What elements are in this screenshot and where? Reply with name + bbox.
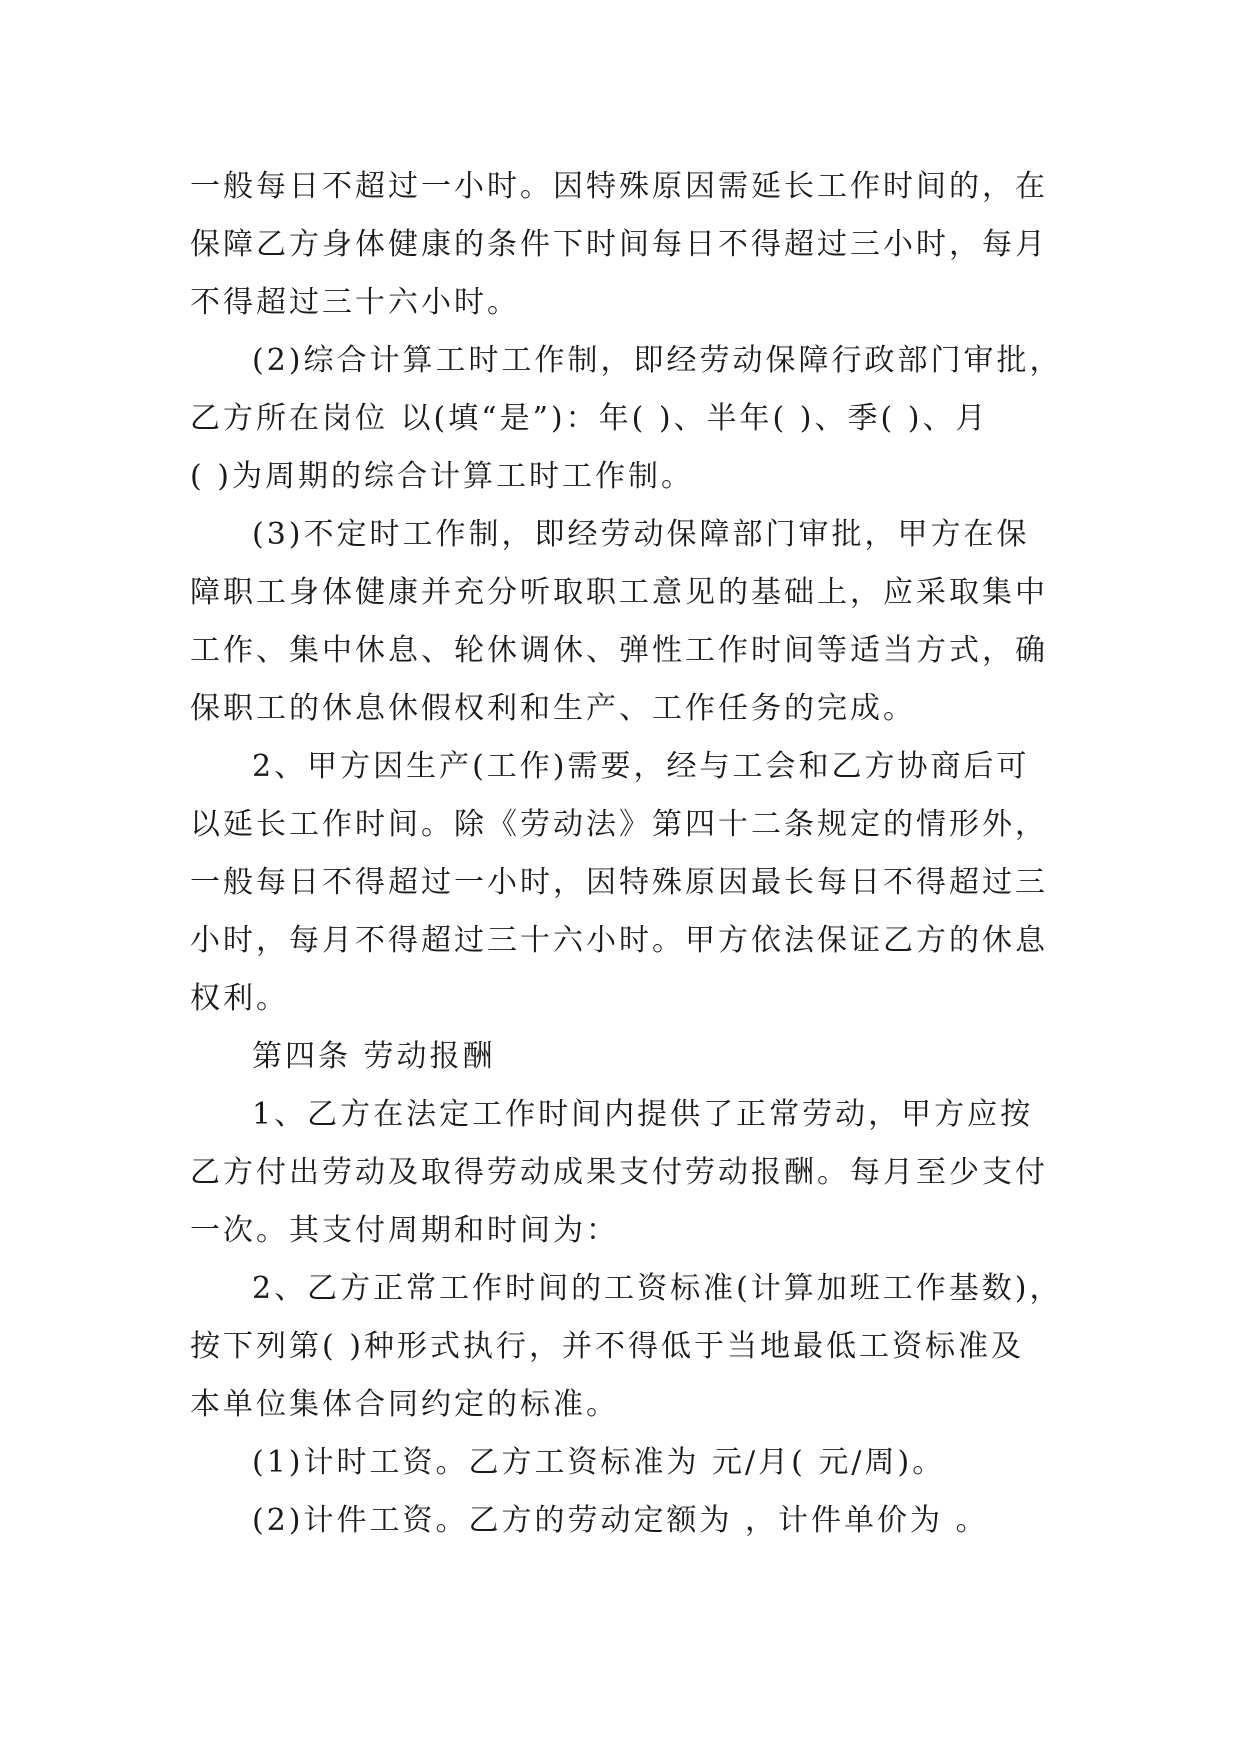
text-line: 乙方所在岗位 以(填“是”)：年( )、半年( )、季( )、月 xyxy=(190,401,989,436)
text-line: 小时，每月不得超过三十六小时。甲方依法保证乙方的休息 xyxy=(190,923,1048,958)
text-line: 不得超过三十六小时。 xyxy=(190,285,520,320)
text-line: (2)计件工资。乙方的劳动定额为 ，计件单价为 。 xyxy=(252,1503,989,1538)
text-line: 工作、集中休息、轮休调休、弹性工作时间等适当方式，确 xyxy=(190,633,1048,668)
text-line: 按下列第( )种形式执行，并不得低于当地最低工资标准及 xyxy=(190,1329,1024,1364)
text-line: (2)综合计算工时工作制，即经劳动保障行政部门审批， xyxy=(252,343,1063,378)
text-line: (1)计时工资。乙方工资标准为 元/月( 元/周)。 xyxy=(252,1445,946,1480)
text-line: 本单位集体合同约定的标准。 xyxy=(190,1387,619,1422)
text-line: 以延长工作时间。除《劳动法》第四十二条规定的情形外， xyxy=(190,807,1048,842)
text-line: ( )为周期的综合计算工时工作制。 xyxy=(190,459,694,494)
text-line: 一般每日不得超过一小时，因特殊原因最长每日不得超过三 xyxy=(190,865,1048,900)
text-line: 一般每日不超过一小时。因特殊原因需延长工作时间的，在 xyxy=(190,169,1048,204)
text-line: 障职工身体健康并充分听取职工意见的基础上，应采取集中 xyxy=(190,575,1048,610)
text-line: (3)不定时工作制，即经劳动保障部门审批，甲方在保 xyxy=(252,517,1030,552)
section-heading: 第四条 劳动报酬 xyxy=(252,1039,496,1074)
text-line: 1、乙方在法定工作时间内提供了正常劳动，甲方应按 xyxy=(252,1097,1034,1132)
text-line: 乙方付出劳动及取得劳动成果支付劳动报酬。每月至少支付 xyxy=(190,1155,1048,1190)
text-line: 保职工的休息休假权利和生产、工作任务的完成。 xyxy=(190,691,916,726)
text-line: 一次。其支付周期和时间为： xyxy=(190,1213,619,1248)
text-line: 2、甲方因生产(工作)需要，经与工会和乙方协商后可 xyxy=(252,749,1030,784)
text-line: 保障乙方身体健康的条件下时间每日不得超过三小时，每月 xyxy=(190,227,1048,262)
document-body xyxy=(190,158,1063,1550)
text-line: 权利。 xyxy=(190,981,289,1016)
text-line: 2、乙方正常工作时间的工资标准(计算加班工作基数)， xyxy=(252,1271,1063,1306)
